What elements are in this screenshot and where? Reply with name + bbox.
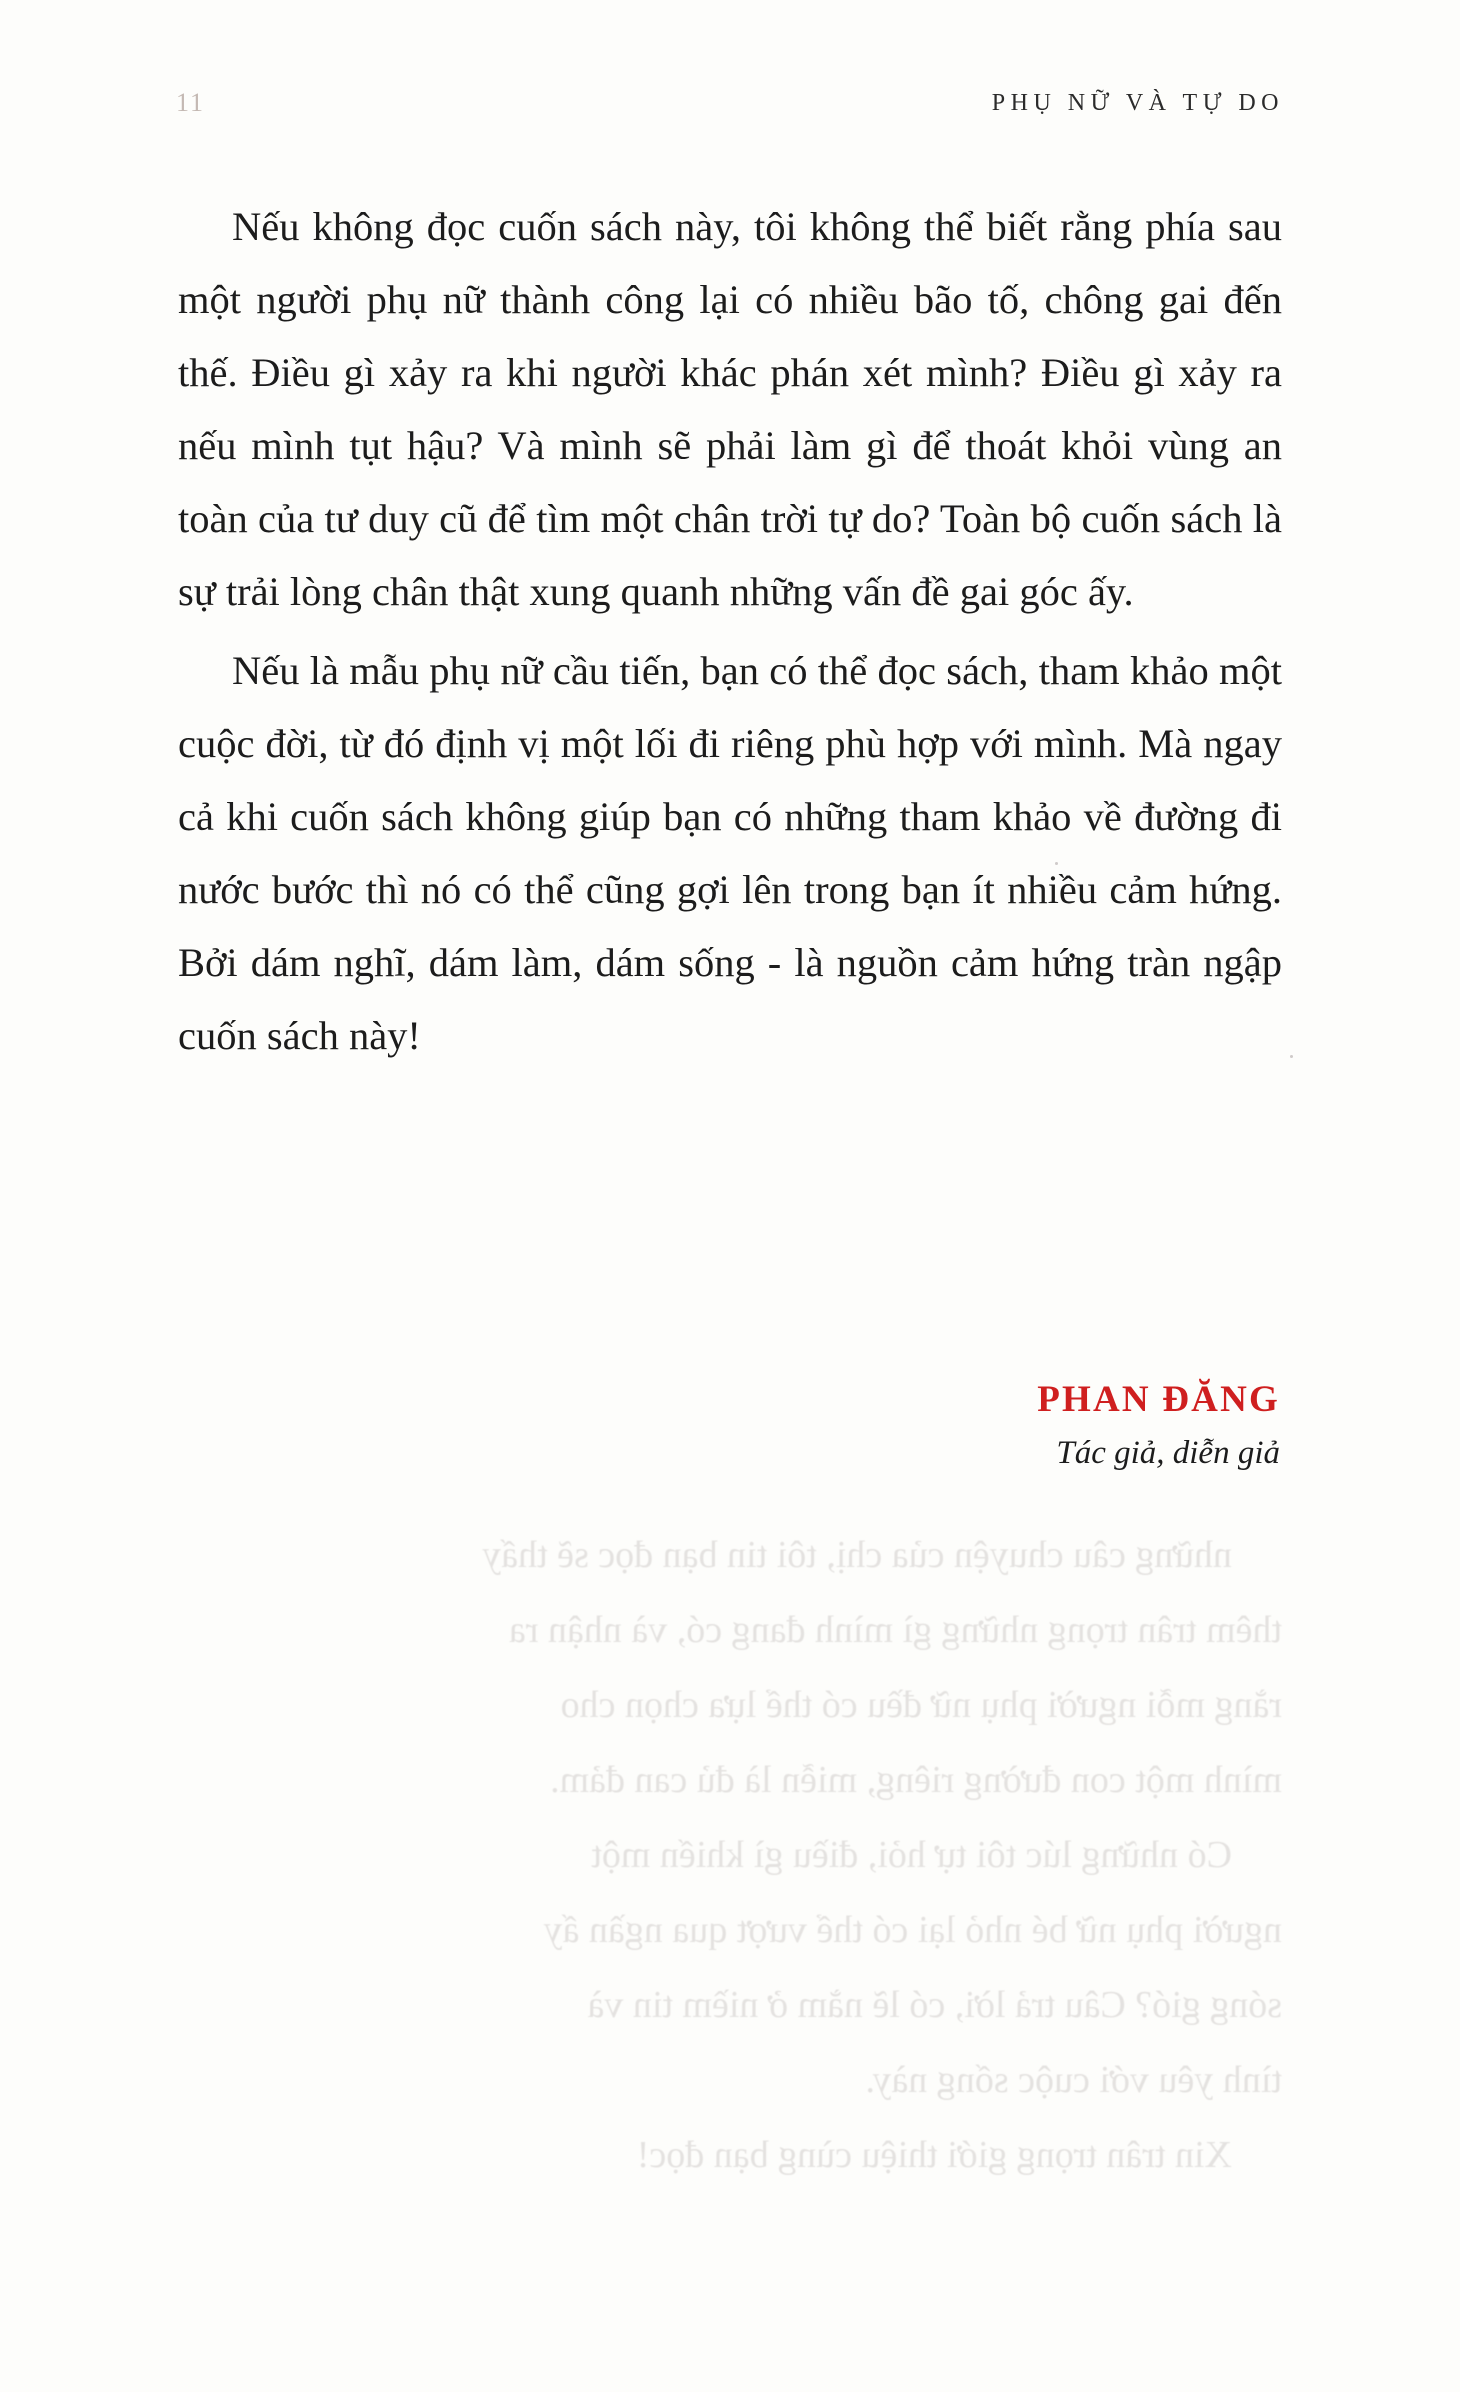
- show-through-line: Có những lúc tôi tự hỏi, điều gì khiến một: [591, 1834, 1232, 1876]
- show-through-line: tình yêu với cuộc sống này.: [865, 2059, 1282, 2101]
- paper-speck: [1055, 862, 1058, 865]
- show-through-line: rằng mỗi người phụ nữ đều có thể lựa chọn cho: [560, 1684, 1282, 1726]
- running-head: [0, 88, 1460, 128]
- author-name: PHAN ĐĂNG: [1037, 1379, 1280, 1420]
- show-through-line: Xin trân trọng giới thiệu cùng bạn đọc!: [636, 2134, 1232, 2176]
- body-text: [178, 190, 1282, 1072]
- show-through-line: những câu chuyện của chị, tôi tin bạn đọc sẽ thấy: [482, 1534, 1232, 1576]
- paper-speck: [1290, 1055, 1293, 1058]
- running-title: PHỤ NỮ VÀ TỰ DO: [991, 90, 1284, 116]
- paragraph: Nếu không đọc cuốn sách này, tôi không thể biết rằng phía sau một người phụ nữ thành công lại có nhiều bão tố, chông gai đến thế. Điều gì xảy ra khi người khác phán xét mình? Điều gì xảy ra nếu mình tụt hậu? Và mình sẽ phải làm gì để thoát khỏi vùng an toàn của tư duy cũ để tìm một chân trời tự do? Toàn bộ cuốn sách là sự trải lòng chân thật xung quanh những vấn đề gai góc ấy.: [178, 204, 1282, 614]
- show-through-line: người phụ nữ bé nhỏ lại có thể vượt qua ngần ấy: [543, 1909, 1282, 1951]
- signature-block: [1037, 1380, 1280, 1472]
- show-through-text: [178, 1520, 1282, 2195]
- show-through-line: mình một con đường riêng, miễn là đủ can đảm.: [550, 1759, 1282, 1801]
- author-role: Tác giả, diễn giả: [1056, 1434, 1280, 1471]
- paragraph: Nếu là mẫu phụ nữ cầu tiến, bạn có thể đọc sách, tham khảo một cuộc đời, từ đó định vị một lối đi riêng phù hợp với mình. Mà ngay cả khi cuốn sách không giúp bạn có những tham khảo về đường đi nước bước thì nó có thể cũng gợi lên trong bạn ít nhiều cảm hứng. Bởi dám nghĩ, dám làm, dám sống - là nguồn cảm hứng tràn ngập cuốn sách này!: [178, 648, 1282, 1058]
- show-through-line: sóng gió? Câu trả lời, có lẽ nằm ở niềm tin và: [587, 1984, 1282, 2026]
- page-number: 11: [176, 88, 206, 117]
- show-through-line: thêm trân trọng những gì mình đang có, và nhận ra: [508, 1609, 1282, 1651]
